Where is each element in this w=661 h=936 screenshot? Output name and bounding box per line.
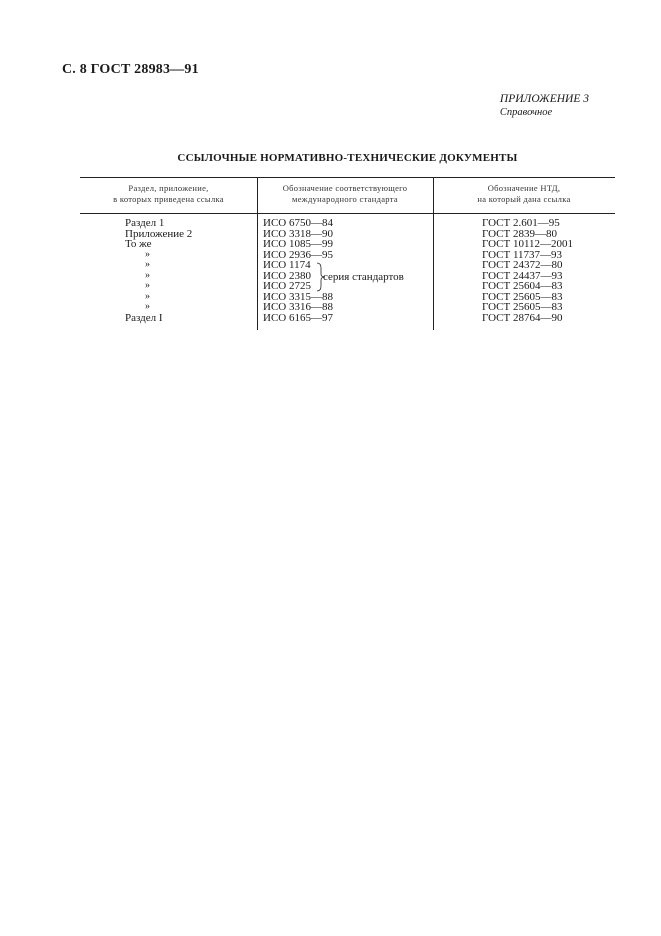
header-line: Раздел, приложение, <box>128 183 209 193</box>
iso-cell: ИСО 1174 <box>263 259 311 271</box>
column-header-iso <box>257 183 433 205</box>
header-line: международного стандарта <box>292 194 398 204</box>
column-header-gost <box>433 183 615 205</box>
header-divider <box>80 213 615 214</box>
appendix-kind: Справочное <box>499 107 553 118</box>
appendix-title: ПРИЛОЖЕНИЕ 3 <box>499 93 589 105</box>
iso-cell: ИСО 3315—88 <box>263 290 333 303</box>
section-cell: То же <box>125 238 152 250</box>
header-line: Обозначение соответствующего <box>282 183 408 193</box>
section-cell: Приложение 2 <box>125 227 193 240</box>
appendix-label <box>500 93 589 119</box>
gost-cell: ГОСТ 10112—2001 <box>482 238 574 250</box>
section-cell: » <box>145 290 150 302</box>
iso-cell: ИСО 3318—90 <box>263 227 333 240</box>
header-line: Обозначение НТД, <box>487 183 561 193</box>
iso-cell: ИСО 6750—84 <box>263 217 333 229</box>
gost-cell: ГОСТ 2.601—95 <box>482 217 560 229</box>
iso-cell: ИСО 1085—99 <box>263 238 333 250</box>
series-note: серия стандартов <box>323 271 404 283</box>
section-cell: » <box>145 269 150 281</box>
column-header-section <box>80 183 257 205</box>
page-header: С. 8 ГОСТ 28983—91 <box>62 62 199 77</box>
reference-table <box>80 177 615 330</box>
section-cell: Раздел I <box>125 311 163 324</box>
gost-cell: ГОСТ 11737—93 <box>482 248 563 261</box>
gost-cell: ГОСТ 2839—80 <box>482 227 557 240</box>
section-cell: » <box>145 301 150 312</box>
header-line: в которых приведена ссылка <box>113 194 224 204</box>
gost-cell: ГОСТ 25605—83 <box>482 301 563 313</box>
header-line: на который дана ссылка <box>477 194 571 204</box>
section-cell: Раздел 1 <box>125 217 165 229</box>
gost-cell: ГОСТ 24372—80 <box>482 259 563 271</box>
gost-cell: ГОСТ 25605—83 <box>482 290 563 303</box>
gost-cell: ГОСТ 25604—83 <box>482 280 563 292</box>
gost-cell: ГОСТ 24437—93 <box>482 269 563 282</box>
iso-cell: ИСО 6165—97 <box>263 311 333 324</box>
iso-cell: ИСО 2725 <box>263 280 311 292</box>
iso-cell: ИСО 2936—95 <box>263 248 333 261</box>
gost-cell: ГОСТ 28764—90 <box>482 311 563 324</box>
document-title: ССЫЛОЧНЫЕ НОРМАТИВНО-ТЕХНИЧЕСКИЕ ДОКУМЕНТЫ <box>177 152 518 164</box>
section-cell: » <box>145 248 150 260</box>
iso-cell: ИСО 3316—88 <box>263 301 333 313</box>
section-cell: » <box>145 280 150 291</box>
iso-cell: ИСО 2380 <box>263 269 311 282</box>
section-cell: » <box>145 259 150 270</box>
